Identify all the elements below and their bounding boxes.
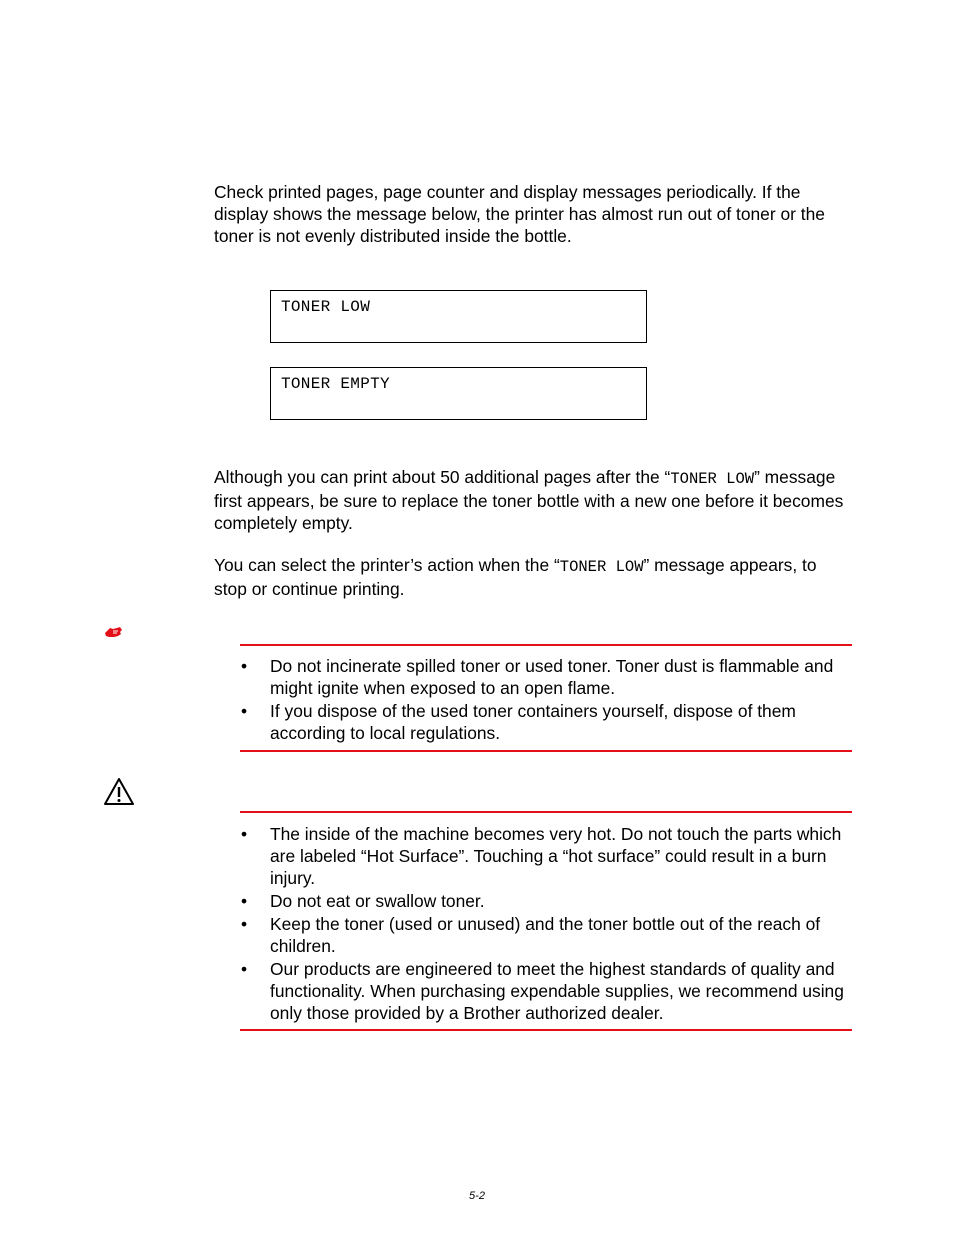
bullet: • [241, 701, 248, 721]
list-item-text: Keep the toner (used or unused) and the toner bottle out of the reach of children. [270, 914, 821, 956]
page-number: 5-2 [469, 1190, 485, 1202]
additional-pages-paragraph [214, 466, 854, 534]
list-item [240, 823, 852, 889]
inline-code-toner-low: TONER LOW [670, 470, 755, 488]
lcd-message-toner-low: TONER LOW [270, 290, 647, 343]
warning-list [240, 823, 852, 1025]
list-item [240, 958, 852, 1024]
list-item-text: The inside of the machine becomes very hot. Do not touch the parts which are labeled “Hot Surface”. Touching a “hot surface” could result in a burn injury. [270, 824, 842, 888]
list-item [240, 700, 852, 744]
list-item-text: If you dispose of the used toner containers yourself, dispose of them according to local regulations. [270, 701, 796, 743]
note-bottom-rule [240, 750, 852, 752]
list-item-text: Do not eat or swallow toner. [270, 891, 485, 911]
list-item [240, 913, 852, 957]
list-item [240, 655, 852, 699]
intro-paragraph: Check printed pages, page counter and display messages periodically. If the display shows the message below, the printer has almost run out of toner or the toner is not evenly distributed inside the bottle. [214, 182, 825, 246]
para-text-before: Although you can print about 50 additional pages after the “ [214, 467, 671, 487]
pointing-hand-icon [104, 624, 124, 640]
warning-top-rule [240, 811, 852, 813]
para-text-after: ” message appears, to stop or continue printing. [214, 555, 817, 599]
lcd-message-toner-empty: TONER EMPTY [270, 367, 647, 420]
inline-code-toner-low: TONER LOW [559, 558, 644, 576]
warning-bottom-rule [240, 1029, 852, 1031]
list-item [240, 890, 852, 912]
para-text-after: ” message first appears, be sure to replace the toner bottle with a new one before it becomes completely empty. [214, 467, 844, 533]
bullet: • [241, 959, 248, 979]
bullet: • [241, 824, 248, 844]
note-top-rule [240, 644, 852, 646]
warning-triangle-icon [103, 777, 135, 807]
bullet: • [241, 656, 248, 676]
bullet: • [241, 914, 248, 934]
select-action-paragraph [214, 554, 854, 600]
note-list [240, 655, 852, 745]
bullet: • [241, 891, 248, 911]
list-item-text: Do not incinerate spilled toner or used toner. Toner dust is flammable and might ignite when exposed to an open flame. [270, 656, 834, 698]
list-item-text: Our products are engineered to meet the highest standards of quality and functionality. When purchasing expendable supplies, we recommend using only those provided by a Brother authorized dealer. [270, 959, 844, 1023]
para-text-before: You can select the printer’s action when the “ [214, 555, 560, 575]
